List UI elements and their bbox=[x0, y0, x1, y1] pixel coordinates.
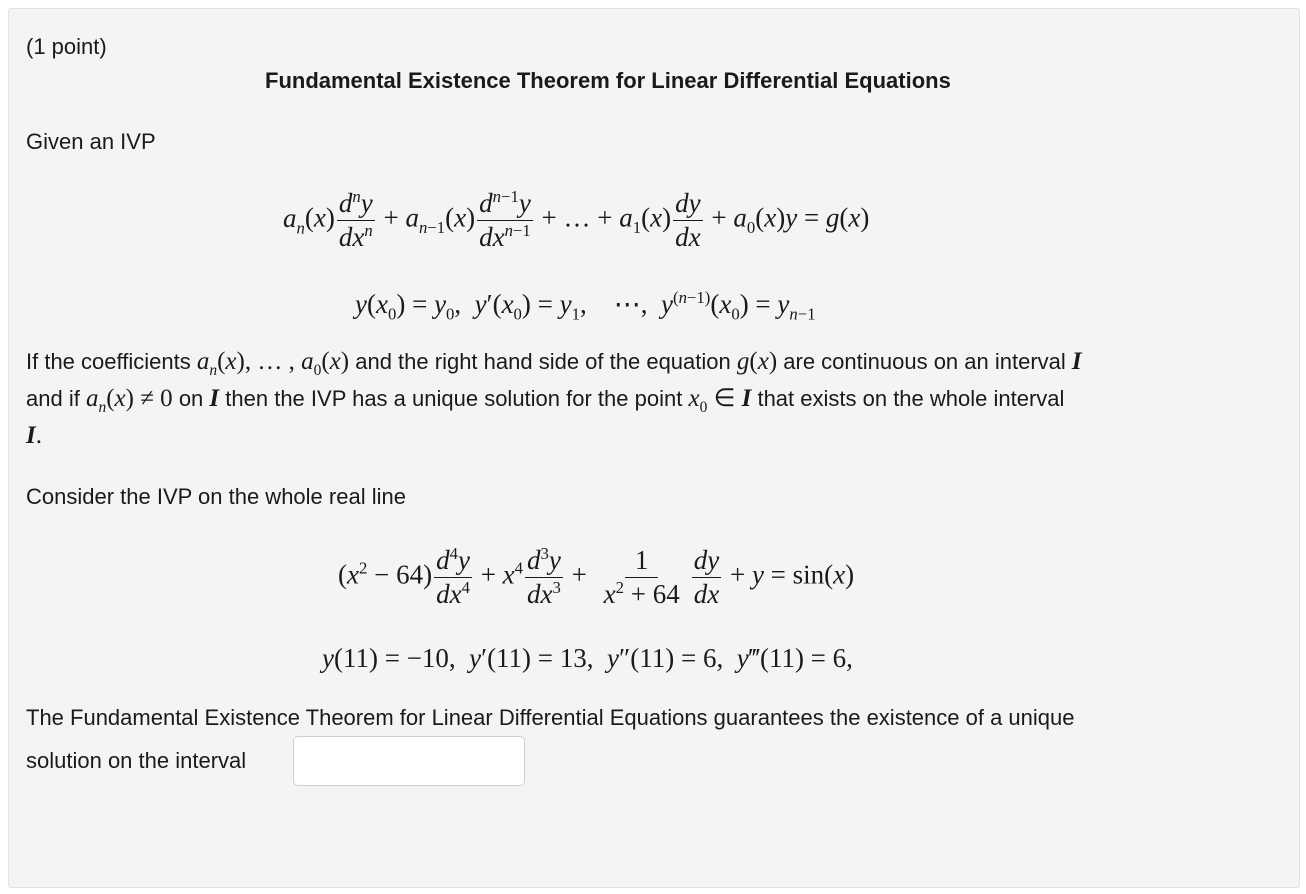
theorem-line-3: I. bbox=[26, 422, 42, 449]
points-label: (1 point) bbox=[26, 34, 107, 59]
consider-text: Consider the IVP on the whole real line bbox=[26, 484, 406, 509]
theorem-line-2: and if $a_n(x) \ne 0$ on I then the IVP has a unique solution for the point $x_0$ ∈ I that exists on the whole interval bbox=[26, 385, 1065, 416]
question-line-1: The Fundamental Existence Theorem for Linear Differential Equations guarantees the existence of a unique bbox=[26, 705, 1075, 730]
general-ode-equation: $a_n(x)$ $\frac{d^ny}{dx^n}$ + $a_{n-1}(x)$ $\frac{d^{n-1}y}{dx^{n-1}}$ + … + $a_1(x)$ $\frac{dy}{dx}$ + $a_0(x)y = g(x)$ bbox=[283, 187, 870, 252]
general-initial-conditions: $y(x_0) = y_0$, $y'(x_0) = y_1$, ⋯, $y^{(n-1)}(x_0) = y_{n-1}$ bbox=[355, 288, 816, 324]
given-intro: Given an IVP bbox=[26, 129, 156, 154]
problem-title: Fundamental Existence Theorem for Linear Differential Equations bbox=[265, 68, 951, 93]
question-line-2: solution on the interval bbox=[26, 748, 247, 773]
specific-initial-conditions: y(11) = −10, y′(11) = 13, y″(11) = 6, y‴(11) = 6, bbox=[322, 643, 853, 673]
theorem-line-1: If the coefficients $a_n(x)$, … , $a_0(x)$ and the right hand side of the equation g(x) are continuous on an interval I bbox=[26, 348, 1082, 379]
interval-answer-input[interactable] bbox=[293, 736, 525, 786]
specific-ode-equation: $(x^2 - 64)$ $\frac{d^4y}{dx^4}$ + $x^4$ $\frac{d^3y}{dx^3}$ + $\frac{1}{x^2 + 64}$ $\frac{dy}{dx}$ + y = sin(x) bbox=[338, 544, 855, 609]
